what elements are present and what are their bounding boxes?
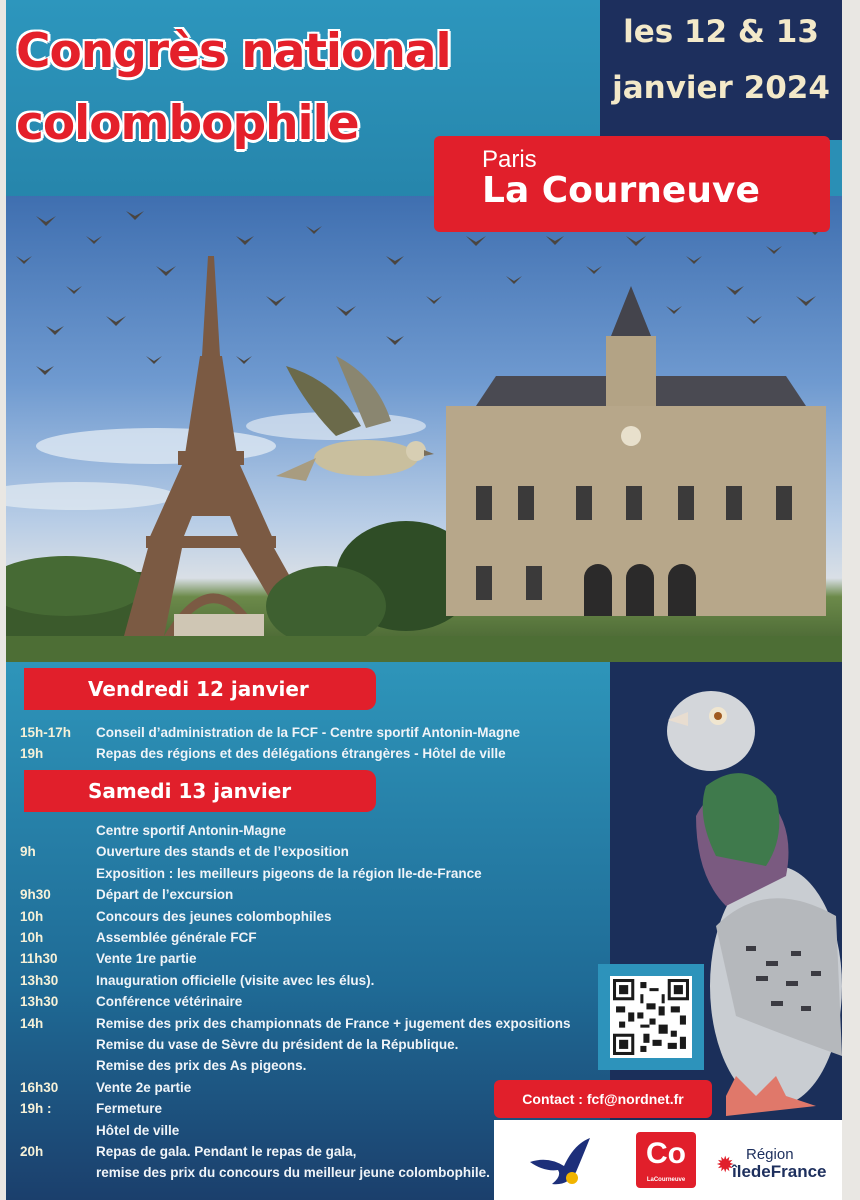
row-time: 13h30	[20, 972, 59, 988]
date-line-2: janvier 2024	[612, 70, 830, 106]
row-time: 11h30	[20, 951, 58, 967]
poster-photo	[6, 196, 842, 662]
friday-banner: Vendredi 12 janvier	[24, 668, 376, 710]
region-name: îledeFrance	[732, 1162, 827, 1181]
row-desc: Hôtel de ville	[96, 1122, 180, 1138]
row-time: 15h-17h	[20, 725, 72, 740]
region-label: Région	[746, 1146, 794, 1163]
row-desc: Remise des prix des As pigeons.	[96, 1058, 307, 1074]
title-line-1: Congrès national	[16, 24, 451, 79]
date-line-1: les 12 & 13	[623, 14, 819, 50]
venue-city: Paris	[482, 146, 537, 173]
row-time: 10h	[20, 908, 44, 924]
row-desc: Conseil d’administration de la FCF - Centre sportif Antonin-Magne	[96, 725, 521, 740]
row-desc: Assemblée générale FCF	[96, 930, 257, 945]
row-desc: Vente 2e partie	[96, 1079, 192, 1095]
row-desc: remise des prix du concours du meilleur jeune colombophile.	[96, 1165, 490, 1181]
row-desc: Ouverture des stands et de l’exposition	[96, 844, 349, 860]
flock-icon	[16, 211, 824, 375]
saturday-banner: Samedi 13 janvier	[24, 770, 376, 812]
co-sub: LaCourneuve	[646, 1177, 686, 1183]
contact-banner[interactable]: Contact : fcf@nordnet.fr	[494, 1080, 712, 1118]
row-desc: Repas des régions et des délégations étrangères - Hôtel de ville	[96, 746, 506, 761]
venue-box	[434, 136, 830, 232]
row-desc: Vente 1re partie	[96, 951, 197, 967]
row-desc: Remise des prix des championnats de France + jugement des expositions	[96, 1015, 571, 1031]
row-time: 20h	[20, 1144, 44, 1159]
poster	[6, 0, 842, 1200]
row-desc: Conférence vétérinaire	[96, 994, 243, 1010]
row-time: 13h30	[20, 994, 59, 1010]
row-desc: Exposition : les meilleurs pigeons de la région Ile-de-France	[96, 865, 482, 881]
photo-illustration	[6, 196, 842, 662]
row-time: 16h30	[20, 1079, 59, 1095]
row-desc: Départ de l’excursion	[96, 887, 234, 903]
venue-name: La Courneuve	[482, 170, 760, 211]
row-time: 9h30	[20, 887, 51, 903]
row-desc: Fermeture	[96, 1101, 163, 1117]
row-time: 19h	[20, 746, 44, 761]
logos-strip	[494, 1120, 842, 1200]
town-hall-icon	[446, 286, 826, 616]
row-desc: Concours des jeunes colombophiles	[96, 908, 332, 924]
row-desc: Remise du vase de Sèvre du président de la République.	[96, 1037, 459, 1052]
row-time: 19h :	[20, 1101, 52, 1117]
date-box	[600, 0, 842, 140]
row-time: 14h	[20, 1015, 44, 1031]
title-line-2: colombophile	[16, 96, 359, 151]
row-desc: Centre sportif Antonin-Magne	[96, 823, 286, 838]
la-courneuve-logo	[636, 1132, 696, 1188]
row-time: 9h	[20, 844, 36, 860]
row-time: 10h	[20, 930, 44, 945]
fcf-bird-logo-icon	[528, 1136, 598, 1192]
co-mark: Co	[646, 1137, 686, 1170]
pigeon-icon	[656, 676, 842, 1126]
row-desc: Repas de gala. Pendant le repas de gala,	[96, 1144, 357, 1159]
row-desc: Inauguration officielle (visite avec les élus).	[96, 972, 375, 988]
pigeon-photo	[656, 676, 842, 1126]
region-star-icon: ✹	[716, 1152, 735, 1177]
